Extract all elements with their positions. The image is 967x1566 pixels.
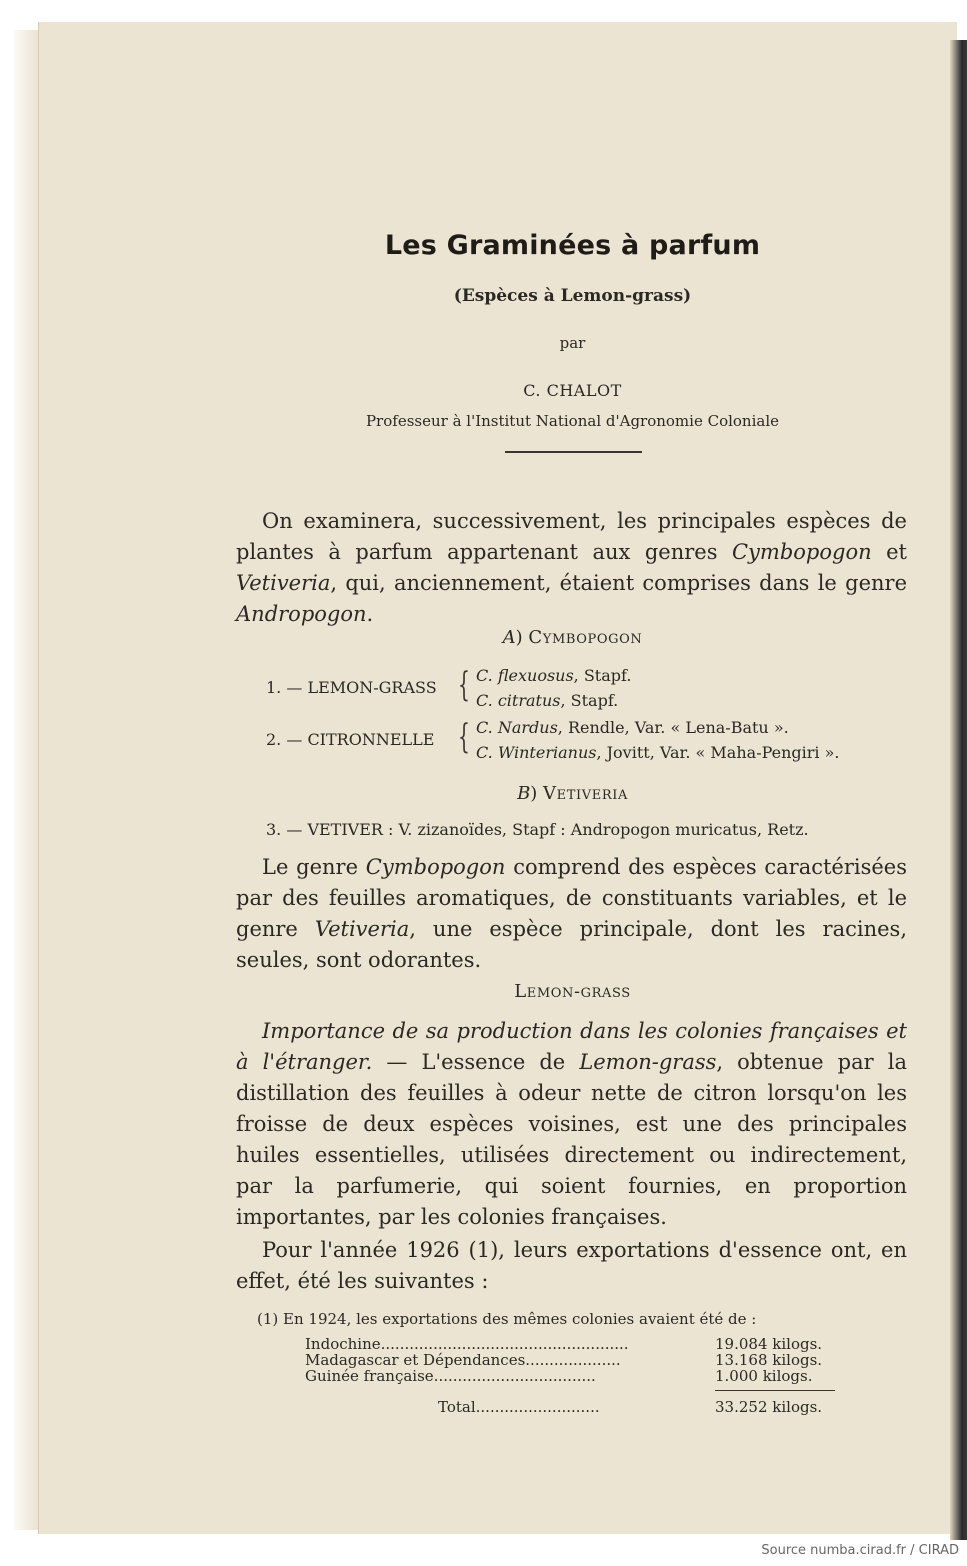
source-credit: Source numba.cirad.fr / CIRAD bbox=[761, 1543, 959, 1558]
footnote-value: 13.168 kilogs. bbox=[715, 1351, 823, 1369]
species-line: C. citratus, Stapf. bbox=[476, 691, 619, 710]
document-title: Les Graminées à parfum bbox=[384, 230, 761, 261]
footnote-intro: (1) En 1924, les exportations des mêmes colonies avaient été de : bbox=[257, 1310, 757, 1328]
section-heading-lemon-grass: Lemon-grass bbox=[514, 981, 631, 1002]
title-rule bbox=[505, 451, 642, 453]
footnote-total-value: 33.252 kilogs. bbox=[715, 1398, 823, 1416]
importance-paragraph: Importance de sa production dans les colonies françaises et à l'étranger. — L'essence de Lemon-grass, obtenue par la distillation des feuilles à odeur nette de citron lorsqu'on les froisse de deux espèces voisines, est une des principales huiles essentielles, utilisées directement ou indirectement, par la parfumerie, qui soient fournies, en proportion importantes, par les colonies françaises. bbox=[236, 1019, 907, 1229]
footnote-row: Guinée française.................................. bbox=[305, 1367, 596, 1385]
footnote-value: 1.000 kilogs. bbox=[715, 1367, 813, 1385]
species-citronnelle-label: 2. — CITRONNELLE bbox=[266, 730, 435, 749]
author-name: C. CHALOT bbox=[523, 381, 622, 400]
intro-paragraph: On examinera, successivement, les principales espèces de plantes à parfum appartenant aux genres Cymbopogon et Vetiveria, qui, anciennement, étaient comprises dans le genre Andropogon. bbox=[236, 509, 907, 626]
species-lemon-grass-label: 1. — LEMON-GRASS bbox=[266, 678, 437, 697]
section-heading-vetiveria: B) Vetiveria bbox=[517, 783, 628, 804]
exports-paragraph: Pour l'année 1926 (1), leurs exportations d'essence ont, en effet, été les suivantes : bbox=[236, 1238, 907, 1293]
footnote-row: Madagascar et Dépendances.................... bbox=[305, 1351, 621, 1369]
genre-paragraph: Le genre Cymbopogon comprend des espèces caractérisées par des feuilles aromatiques, de constituants variables, et le genre Vetiveria, une espèce principale, dont les racines, seules, sont odorantes. bbox=[236, 855, 908, 972]
species-line: C. flexuosus, Stapf. bbox=[476, 666, 632, 685]
document-subtitle: (Espèces à Lemon-grass) bbox=[453, 286, 692, 306]
total-rule bbox=[715, 1390, 835, 1391]
footnote-value: 19.084 kilogs. bbox=[715, 1335, 823, 1353]
author-affiliation: Professeur à l'Institut National d'Agronomie Coloniale bbox=[365, 412, 780, 430]
section-heading-cymbopogon: A) Cymbopogon bbox=[502, 627, 643, 648]
brace-icon: { bbox=[458, 665, 470, 705]
brace-icon: { bbox=[458, 717, 470, 757]
species-line: C. Nardus, Rendle, Var. « Lena-Batu ». bbox=[476, 718, 789, 737]
species-line: C. Winterianus, Jovitt, Var. « Maha-Pengiri ». bbox=[476, 743, 840, 762]
footnote-row: Indochine.................................................... bbox=[305, 1335, 629, 1353]
by-line: par bbox=[559, 334, 586, 352]
species-vetiver-line: 3. — VETIVER : V. zizanoïdes, Stapf : Andropogon muricatus, Retz. bbox=[266, 820, 809, 839]
footnote-total-label: Total.......................... bbox=[438, 1398, 600, 1416]
